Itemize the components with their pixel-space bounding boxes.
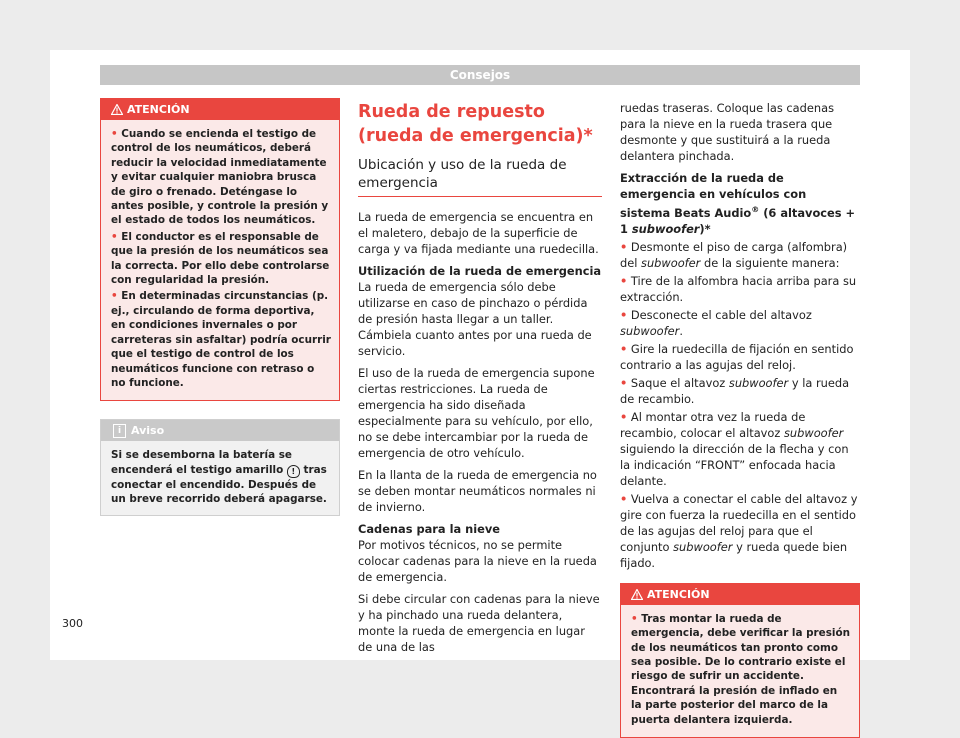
aviso-body [101, 441, 339, 514]
paragraph: Por motivos técnicos, no se permite colocar cadenas para la nieve en la rueda de emergencia. [358, 538, 597, 584]
step-text: Saque el altavoz [630, 375, 729, 390]
step-text: . [679, 323, 683, 338]
paragraph: La rueda de emergencia se encuentra en el maletero, debajo de la superficie de carga y va fijada mediante una ruedecilla. [358, 210, 599, 256]
step-italic: subwoofer [620, 323, 680, 338]
aviso-text-start: Si se desemborna la batería se encenderá el testigo amarillo [111, 449, 292, 476]
warning-triangle-icon [631, 589, 643, 600]
warning-header [101, 99, 339, 120]
paragraph: Si debe circular con cadenas para la nieve y ha pinchado una rueda delantera, monte la rueda de emergencia en lugar de una de las [358, 592, 600, 654]
page-number: 300 [62, 617, 83, 630]
step-text: Vuelva a conectar el cable del altavoz y gire con fuerza la ruedecilla en el sentido de las agujas del reloj para que el conjunto [620, 491, 858, 554]
heading-italic: subwoofer [631, 221, 700, 236]
step-item: • Desmonte el piso de carga (alfombra) del subwoofer de la siguiente manera: [620, 239, 848, 270]
step-item: • Vuelva a conectar el cable del altavoz y gire con fuerza la ruedecilla en el sentido de las agujas del reloj para que el conjunto subwoofer y rueda quede bien fijado. [620, 491, 858, 570]
warning-box [100, 98, 340, 401]
paragraph-heading [620, 170, 860, 237]
paragraph: El uso de la rueda de emergencia supone ciertas restricciones. La rueda de emergencia ha sido diseñada especialmente para su vehículo, por ello, no se debe intercambiar por la rueda de emergencia de otro vehículo. [358, 366, 595, 460]
step-item: • Saque el altavoz subwoofer y la rueda de recambio. [620, 375, 850, 406]
aviso-box [100, 419, 340, 515]
step-text: Al montar otra vez la rueda de recambio, colocar el altavoz [620, 409, 806, 440]
right-column [620, 100, 860, 738]
step-item: • Tire de la alfombra hacia arriba para su extracción. [620, 273, 857, 304]
warning-body [101, 120, 339, 400]
paragraph: ruedas traseras. Coloque las cadenas para la nieve en la rueda trasera que desmonte y que sustituirá a la rueda delantera pinchada. [620, 101, 835, 163]
warning-item: • Tras montar la rueda de emergencia, debe verificar la presión de los neumáticos tan pronto como sea posible. De lo contrario existe el riesgo de sufrir un accidente. Encontrará la presión de inflado en la parte posterior del marco de la puerta delantera izquierda. [631, 612, 851, 726]
paragraph-heading: Utilización de la rueda de emergencia [358, 264, 602, 278]
paragraph: En la llanta de la rueda de emergencia no se deben montar neumáticos normales ni de invierno. [358, 468, 597, 514]
heading-text: )* [699, 221, 711, 236]
warning-item-text: El conductor es el responsable de que la presión de los neumáticos sea la correcta. Por ello debe controlarse con regularidad la presión. [111, 230, 330, 287]
subsection-heading: Ubicación y uso de la rueda de emergencia [358, 157, 567, 191]
middle-column [358, 100, 602, 661]
warning-item-text: En determinadas circunstancias (p. ej., circulando de forma deportiva, en condiciones invernales o por carreteras sin asfaltar) podría ocurrir que el testigo de control de los neumáticos funcione con retraso o no funcione. [111, 290, 331, 389]
paragraph-heading: Cadenas para la nieve [358, 522, 501, 536]
section-header [100, 65, 860, 85]
left-column [100, 98, 340, 516]
warning-item-text: Cuando se encienda el testigo de control de los neumáticos, deberá reducir la velocidad inmediatamente y evitar cualquier maniobra brusca de giro o frenado. Deténgase lo antes posible, y controle la presión y el estado de todos los neumáticos. [111, 128, 329, 227]
step-text: y la rueda de recambio. [620, 375, 850, 406]
step-text: Gire la ruedecilla de fijación en sentido contrario a las agujas del reloj. [620, 341, 854, 372]
step-text: y rueda quede bien fijado. [620, 539, 848, 570]
step-italic: subwoofer [784, 425, 844, 440]
step-italic: subwoofer [728, 375, 789, 390]
step-item: • Al montar otra vez la rueda de recambio, colocar el altavoz subwoofer siguiendo la dirección de la flecha y con la indicación “FRONT” enfocada hacia delante. [620, 409, 849, 488]
step-text: Desmonte el piso de carga (alfombra) del [620, 239, 848, 270]
step-item: • Gire la ruedecilla de fijación en sentido contrario a las agujas del reloj. [620, 341, 854, 372]
heading-divider [358, 196, 602, 197]
aviso-text-end: tras conectar el encendido. Después de un breve recorrido deberá apagarse. [111, 463, 327, 506]
info-icon: i [113, 424, 126, 438]
aviso-title: Aviso [131, 424, 165, 438]
section-heading: Rueda de repuesto (rueda de emergencia)* [358, 102, 593, 146]
paragraph: La rueda de emergencia sólo debe utilizarse en caso de pinchazo o pérdida de presión hasta llegar a un taller. Cámbiela cuanto antes por una rueda de servicio. [358, 280, 592, 358]
warning-item: • Cuando se encienda el testigo de control de los neumáticos, deberá reducir la velocidad inmediatamente y evitar cualquier maniobra brusca de giro o frenado. Deténgase lo antes posible, y controle la presión y el estado de todos los neumáticos. [111, 128, 329, 227]
warning-header [621, 584, 859, 605]
aviso-header [101, 420, 339, 441]
heading-text: Extracción de la rueda de emergencia en vehículos con sistema Beats Audio [620, 171, 807, 220]
step-text: Desconecte el cable del altavoz [630, 307, 812, 322]
step-item: • Desconecte el cable del altavoz subwoofer. [620, 307, 812, 338]
warning-triangle-icon [111, 104, 123, 115]
step-text: Tire de la alfombra hacia arriba para su extracción. [620, 273, 857, 304]
section-title: Consejos [449, 68, 511, 82]
step-text: siguiendo la dirección de la flecha y con la indicación “FRONT” enfocada hacia delante. [620, 441, 849, 488]
steps-list [620, 239, 860, 571]
warning-body [621, 605, 859, 737]
step-italic: subwoofer [641, 255, 701, 270]
warning-item: • En determinadas circunstancias (p. ej., circulando de forma deportiva, en condiciones invernales o por carreteras sin asfaltar) podría ocurrir que el testigo de control de los neumáticos funcione con retraso o no funcione. [111, 290, 331, 389]
heading-text: (6 altavoces + 1 [620, 205, 856, 236]
step-italic: subwoofer [673, 539, 733, 554]
tire-pressure-warning-icon: ! [287, 465, 300, 478]
warning-title: ATENCIÓN [127, 103, 190, 116]
heading-sup: ® [751, 205, 760, 214]
warning-item-text: Tras montar la rueda de emergencia, debe verificar la presión de los neumáticos tan pronto como sea posible. De lo contrario existe el riesgo de sufrir un accidente. Encontrará la presión de inflado en la parte posterior del marco de la puerta delantera izquierda. [631, 612, 851, 726]
warning-item: • El conductor es el responsable de que la presión de los neumáticos sea la correcta. Por ello debe controlarse con regularidad la presión. [111, 230, 330, 287]
warning-title: ATENCIÓN [647, 587, 710, 601]
step-text: de la siguiente manera: [700, 255, 840, 270]
warning-box [620, 583, 860, 738]
